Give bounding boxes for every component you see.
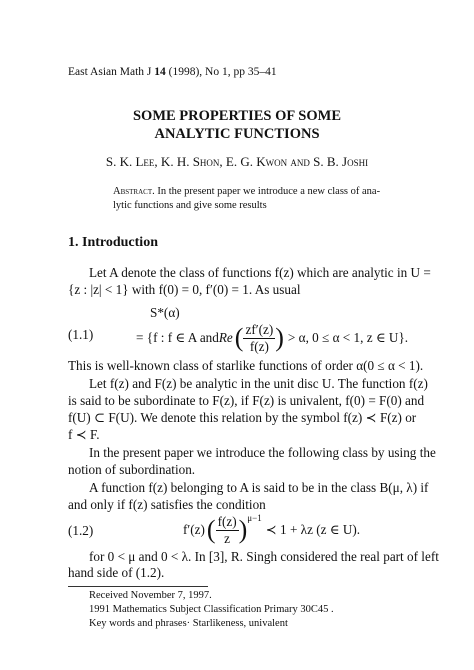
- eq-1-1-fraction: $\frac{zf'(z)}{f(z)}$: [245, 321, 274, 354]
- paragraph-3-line1: Let f(z) and F(z) be analytic in the unit disc U. The function f(z): [89, 376, 428, 391]
- eq-1-2-fraction: $\frac{f(z)}{z}$: [217, 513, 237, 546]
- abstract-label: Abstract.: [113, 186, 155, 197]
- paragraph-3-line3: f(U) ⊂ F(U). We denote this relation by the symbol f(z) ≺ F(z) or: [68, 410, 417, 425]
- eq-1-1-body: = {f : f ∈ A and Re ( $\frac{zf'(z)}{f(z)}$ ) > α, 0 ≤ α < 1, z ∈ U}.: [136, 321, 409, 354]
- authors: S. K. Lee, K. H. Shon, E. G. Kwon and S. B. Joshi: [105, 154, 369, 169]
- eq-1-2-exponent: μ−1: [247, 513, 262, 523]
- abstract-line2: lytic functions and give some results: [113, 200, 267, 211]
- footnote-keywords: Key words and phrases· Starlikeness, univalent: [89, 618, 288, 629]
- paragraph-6-line2: hand side of (1.2).: [68, 565, 165, 580]
- footnote-rule: [68, 586, 208, 587]
- paragraph-1-line1: Let A denote the class of functions f(z) which are analytic in U =: [89, 265, 431, 280]
- paragraph-3-line2: is said to be subordinate to F(z), if F(z) is univalent, f(0) = F(0) and: [68, 393, 425, 408]
- paragraph-5-line1: A function f(z) belonging to A is said to be in the class B(μ, λ) if: [89, 480, 429, 495]
- eq-1-2-body: f′(z) ( $\frac{f(z)}{z}$ ) $^{\mu-1}$ ≺ 1 + λz (z ∈ U).: [183, 513, 361, 546]
- paragraph-3-line4: f ≺ F.: [68, 427, 100, 442]
- eq-1-1-label: (1.1): [68, 327, 94, 342]
- footnote-msc: 1991 Mathematics Subject Classification Primary 30C45 .: [89, 604, 334, 615]
- journal-citation: East Asian Math J 14 (1998), No 1, pp 35–41: [68, 66, 277, 78]
- abstract-line1: Abstract. In the present paper we introduce a new class of ana-: [113, 186, 381, 197]
- paragraph-5-line2: and only if f(z) satisfies the condition: [68, 497, 266, 512]
- paragraph-4-line2: notion of subordination.: [68, 462, 196, 477]
- paper-title-line2: ANALYTIC FUNCTIONS: [154, 126, 320, 142]
- eq-1-2-label: (1.2): [68, 523, 94, 538]
- eq-1-1-lhs: S*(α): [150, 305, 180, 320]
- footnote-received: Received November 7, 1997.: [89, 590, 212, 601]
- paper-title-line1: SOME PROPERTIES OF SOME: [132, 108, 342, 124]
- section-heading: 1. Introduction: [68, 235, 158, 250]
- paragraph-1-line2: {z : |z| < 1} with f(0) = 0, f′(0) = 1. As usual: [68, 282, 301, 297]
- paragraph-4-line1: In the present paper we introduce the following class by using the: [89, 445, 436, 460]
- paragraph-2: This is well-known class of starlike functions of order α(0 ≤ α < 1).: [68, 358, 424, 373]
- paragraph-6-line1: for 0 < μ and 0 < λ. In [3], R. Singh considered the real part of left: [89, 549, 439, 564]
